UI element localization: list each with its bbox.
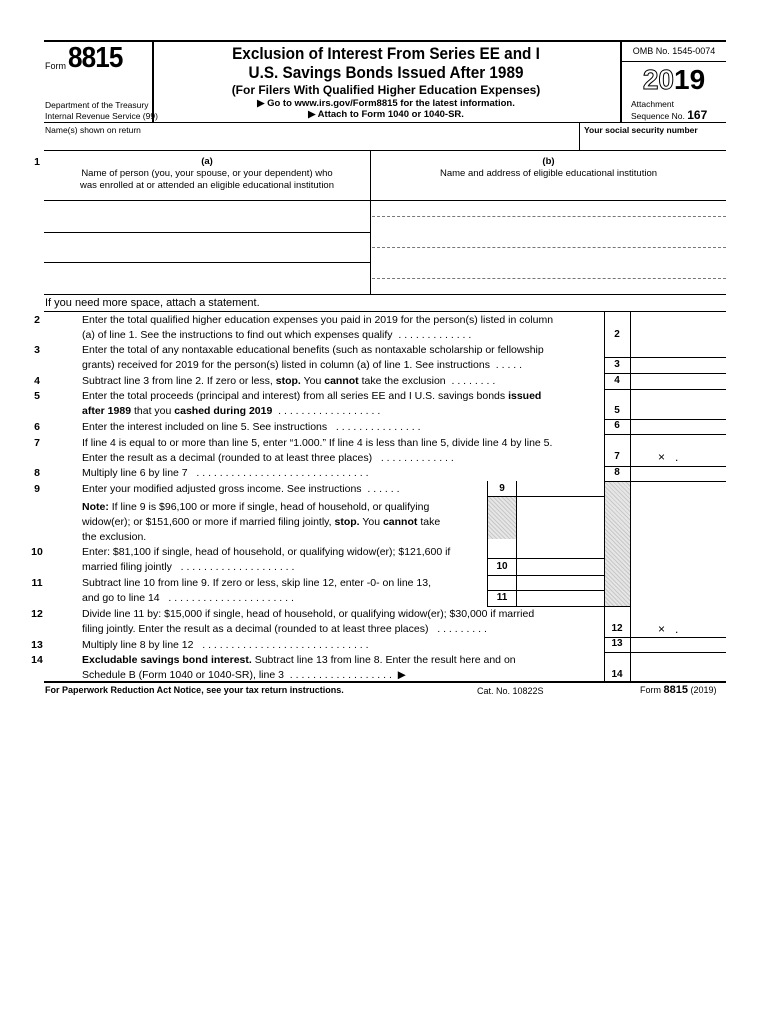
line-6-number: 6	[34, 421, 40, 433]
line-7-text: If line 4 is equal to or more than line 5, enter “1.000.” If line 4 is less than line 5, divide line 4 by line 5. Enter the result as a decimal (rounded to at least three places) . . . . . . . . . . . . .	[82, 437, 553, 464]
footer-form-id: Form 8815 (2019)	[640, 684, 717, 696]
paperwork-notice: For Paperwork Reduction Act Notice, see your tax return instructions.	[45, 685, 344, 695]
line-2-box: 2	[614, 329, 620, 340]
names-label: Name(s) shown on return	[45, 125, 141, 135]
line-9-text: Enter your modified adjusted gross income. See instructions . . . . . .	[82, 483, 400, 495]
ssn-input[interactable]	[580, 134, 726, 150]
line-10-text: Enter: $81,100 if single, head of household, or qualifying widow(er); $121,600 if married filing jointly . . . . . . . . . . . . . . . . . . . .	[82, 546, 451, 573]
attachment-label: Attachment	[631, 99, 674, 109]
line-9-box: 9	[499, 483, 505, 494]
line-11-number: 11	[31, 577, 43, 589]
tax-year-outline: 20	[642, 64, 674, 95]
line-2-text: Enter the total qualified higher education expenses you paid in 2019 for the person(s) listed in column (a) of line 1. See the instructions to find out which expenses qualify . . . . . . . . . . . . .	[82, 314, 554, 341]
line-6-box: 6	[614, 420, 620, 431]
line-3-text: Enter the total of any nontaxable educational benefits (such as nontaxable scholarship or fellowship grants) received for 2019 for the person(s) listed in column (a) of line 1. See instructions . . . . .	[82, 344, 544, 371]
line1-row3-col-a-input[interactable]	[44, 263, 369, 293]
line-11-box: 11	[496, 592, 508, 603]
attach-instruction: ▶ Attach to Form 1040 or 1040-SR.	[308, 109, 464, 120]
line1-row2-col-a-input[interactable]	[44, 233, 369, 261]
form-number: 8815	[68, 42, 123, 74]
line-3-amount-input[interactable]	[631, 358, 726, 372]
col-a-letter: (a)	[201, 156, 213, 167]
line-12-box: 12	[611, 623, 623, 634]
line-3-number: 3	[34, 344, 40, 356]
form-title-line1: Exclusion of Interest From Series EE and I	[232, 44, 540, 63]
line-6-amount-input[interactable]	[631, 420, 726, 433]
department-label: Department of the Treasury	[45, 100, 149, 110]
line-5-number: 5	[34, 390, 40, 402]
sequence-number: 167	[687, 108, 708, 122]
col-a-text2: was enrolled at or attended an eligible educational institution	[79, 180, 335, 191]
line-13-text: Multiply line 8 by line 12 . . . . . . . . . . . . . . . . . . . . . . . . . . . . .	[82, 639, 369, 651]
line-8-number: 8	[34, 467, 40, 479]
line1-row3-col-b-input[interactable]	[372, 263, 726, 293]
col-a-text1: Name of person (you, your spouse, or your dependent) who	[81, 168, 333, 179]
omb-number: OMB No. 1545-0074	[632, 46, 716, 56]
line-12-decimal-mark: × .	[658, 622, 679, 636]
col-b-text: Name and address of eligible educational institution	[439, 168, 658, 179]
line1-row2-col-b-input[interactable]	[372, 233, 726, 261]
form-title-line2: U.S. Savings Bonds Issued After 1989	[248, 63, 524, 82]
line-11-amount-input[interactable]	[517, 591, 603, 605]
line-8-amount-input[interactable]	[631, 467, 726, 480]
line1-row1-col-a-input[interactable]	[44, 201, 369, 231]
line-12-text: Divide line 11 by: $15,000 if single, head of household, or qualifying widow(er); $30,000 if married filing jointly. Enter the result as a decimal (rounded to at least three places) . . . . . . . . .	[82, 608, 535, 635]
footer-form-number: 8815	[663, 684, 688, 696]
tax-year-bold: 19	[674, 64, 706, 95]
line-14-number: 14	[31, 654, 43, 666]
line-12-amount-input[interactable]	[631, 607, 726, 636]
line-9-amount-input[interactable]	[517, 482, 603, 496]
line-13-amount-input[interactable]	[631, 638, 726, 651]
line-14-amount-input[interactable]	[631, 653, 726, 680]
form-subtitle: (For Filers With Qualified Higher Education Expenses)	[231, 83, 541, 97]
sequence-label: Sequence No. 167	[631, 108, 708, 122]
line1-row1-col-b-input[interactable]	[372, 201, 726, 231]
line-14-text: Excludable savings bond interest. Subtract line 13 from line 8. Enter the result here and on Schedule B (Form 1040 or 1040-SR), line 3 . . . . . . . . . . . . . . . . . . ▶	[82, 654, 516, 681]
line-4-text: Subtract line 3 from line 2. If zero or less, stop. You cannot take the exclusion . . . . . . . .	[82, 375, 496, 387]
line-2-number: 2	[34, 314, 40, 326]
irs-label: Internal Revenue Service (99)	[45, 111, 158, 121]
more-space-note: If you need more space, attach a statement.	[45, 297, 260, 309]
names-input[interactable]	[44, 134, 578, 150]
line-4-box: 4	[614, 375, 620, 386]
line-5-amount-input[interactable]	[631, 390, 726, 418]
line-7-box: 7	[614, 451, 620, 462]
line-9-note: Note: If line 9 is $96,100 or more if single, head of household, or qualifying widow(er); or $151,600 or more if married filing jointly, stop. You cannot take the exclusion.	[82, 501, 441, 543]
line-11-text: Subtract line 10 from line 9. If zero or less, skip line 12, enter -0- on line 13, and go to line 14 . . . . . . . . . . . . . . . . . . . . . .	[82, 577, 432, 604]
line-13-number: 13	[31, 639, 43, 651]
col-b-letter: (b)	[542, 156, 555, 167]
line-14-box: 14	[611, 669, 623, 680]
line-8-text: Multiply line 6 by line 7 . . . . . . . . . . . . . . . . . . . . . . . . . . . . . .	[82, 467, 369, 479]
form-label: Form	[45, 61, 66, 71]
line-10-amount-input[interactable]	[517, 559, 603, 574]
line-10-box: 10	[496, 561, 508, 572]
line-4-number: 4	[34, 375, 40, 387]
line-9-number: 9	[34, 483, 40, 495]
ssn-label: Your social security number	[584, 125, 698, 135]
line-8-box: 8	[614, 467, 620, 478]
line-6-text: Enter the interest included on line 5. See instructions . . . . . . . . . . . . . . .	[82, 421, 421, 433]
line-2-amount-input[interactable]	[631, 312, 726, 356]
line-14-arrow-icon: ▶	[397, 669, 406, 681]
tax-year	[622, 64, 726, 96]
line-5-text: Enter the total proceeds (principal and interest) from all series EE and I U.S. savings bonds issued after 1989 that you cashed during 2019 . . . . . . . . . . . . . . . . . .	[82, 390, 542, 417]
goto-instruction: ▶ Go to www.irs.gov/Form8815 for the latest information.	[257, 98, 515, 109]
line-1-number: 1	[34, 156, 40, 168]
line-10-number: 10	[31, 546, 43, 558]
line-13-box: 13	[611, 638, 623, 649]
line-4-amount-input[interactable]	[631, 374, 726, 388]
line-3-box: 3	[614, 359, 620, 370]
line-7-decimal-mark: × .	[658, 450, 679, 464]
catalog-number: Cat. No. 10822S	[477, 686, 544, 696]
line-5-box: 5	[614, 405, 620, 416]
line-12-number: 12	[31, 608, 43, 620]
line-7-amount-input[interactable]	[631, 435, 726, 465]
line-7-number: 7	[34, 437, 40, 449]
